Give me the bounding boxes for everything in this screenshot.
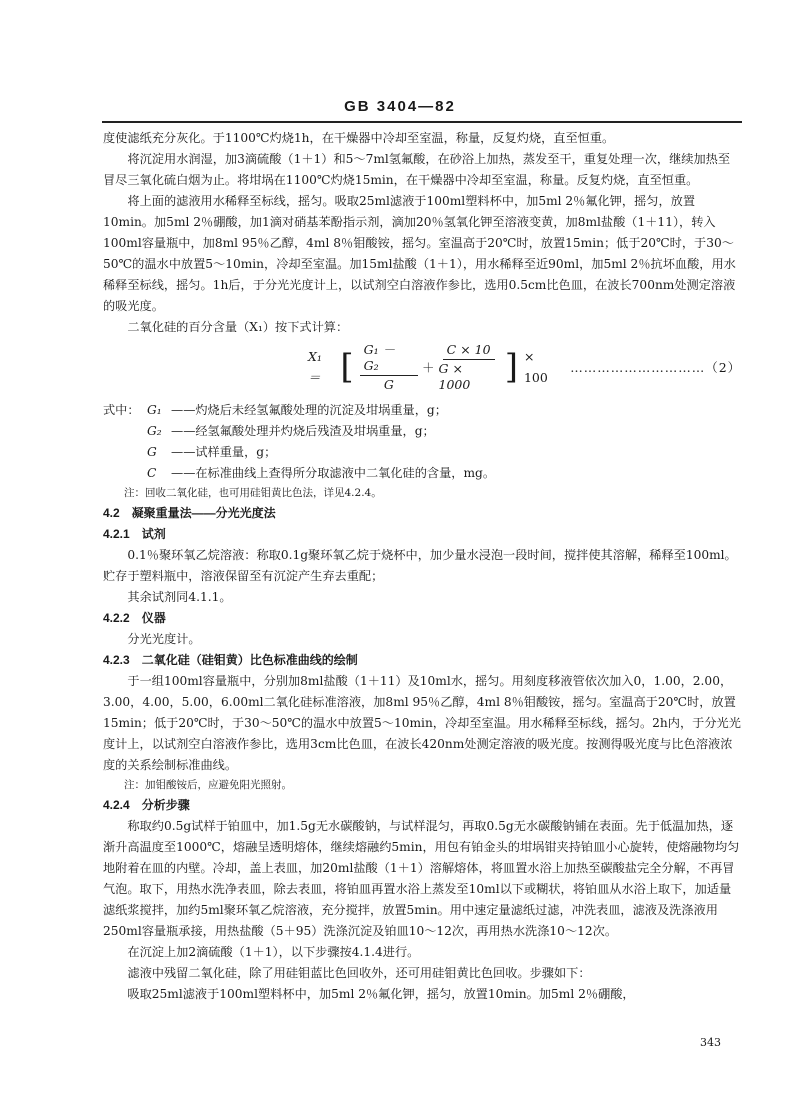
variable-description: ——在标准曲线上查得所分取滤液中二氧化硅的含量，mg。 (171, 466, 496, 480)
paragraph-instrument: 分光光度计。 (127, 632, 201, 646)
variable-symbol: G₂ (147, 424, 162, 438)
variable-description: ——经氢氟酸处理并灼烧后残渣及坩埚重量，g； (171, 424, 435, 438)
variable-symbol: G₁ (147, 403, 162, 417)
formula-right-bracket: ] (504, 347, 518, 387)
page-body (103, 128, 741, 1005)
formula-plus: ＋ (422, 359, 435, 375)
variable-symbol: C (147, 466, 157, 480)
variable-row (103, 463, 741, 484)
paragraph-ignition: 度使滤纸充分灰化。于1100℃灼烧1h，在干燥器中冷却至室温，称量，反复灼烧，直至恒重。 (103, 131, 615, 145)
formula-lhs: X₁ ＝ (308, 349, 322, 385)
paragraph-filtrate-colorimetry: 将上面的滤液用水稀释至标线，摇匀。吸取25ml滤液于100ml塑料杯中，加5ml 2％氟化钾，摇匀，放置10min。加5ml 2％硼酸，加1滴对硝基苯酚指示剂，滴加20％氢氧化钾至溶液变黄，加8ml盐酸（1＋11），转入100ml容量瓶中，加8ml 95％乙醇，4ml 8％钼酸铵，摇匀。室温高于20℃时，放置15min；低于20℃时，于30～50℃的温水中放置5～10min，冷却至室温。加15ml盐酸（1＋1），用水稀释至近90ml，加5ml 2％抗坏血酸，用水稀释至标线，摇匀。1h后，于分光光度计上，以试剂空白溶液作参比，选用0.5cm比色皿，在波长700nm处测定溶液的吸光度。 (103, 194, 736, 313)
section-heading-4-2-4: 4.2.4 分析步骤 (103, 798, 190, 812)
paragraph-step-aliquot: 吸取25ml滤液于100ml塑料杯中，加5ml 2％氟化钾，摇匀，放置10min。加5ml 2％硼酸， (127, 987, 635, 1001)
paragraph-hf-treatment: 将沉淀用水润湿，加3滴硫酸（1＋1）和5～7ml氢氟酸，在砂浴上加热，蒸发至干，重复处理一次，继续加热至冒尽三氧化硫白烟为止。将坩埚在1100℃灼烧15min，在干燥器中冷却至室温，称量。反复灼烧，直至恒重。 (103, 152, 731, 187)
silica-formula (103, 338, 741, 396)
page-number: 343 (700, 1036, 721, 1049)
paragraph-reagent-peo: 0.1％聚环氧乙烷溶液：称取0.1g聚环氧乙烷于烧杯中，加少量水浸泡一段时间，搅拌使其溶解，稀释至100ml。贮存于塑料瓶中，溶液保留至有沉淀产生弃去重配； (103, 548, 737, 583)
section-heading-4-2-3: 4.2.3 二氧化硅（硅钼黄）比色标准曲线的绘制 (103, 653, 358, 667)
fraction-1-numerator: G₁ － G₂ (360, 342, 418, 376)
fraction-2-denominator: G × 1000 (438, 360, 471, 392)
note-avoid-sunlight: 注：加钼酸铵后，应避免阳光照射。 (124, 779, 292, 791)
section-heading-4-2-1: 4.2.1 试剂 (103, 527, 166, 541)
paragraph-step-recovery: 滤液中残留二氧化硅，除了用硅钼蓝比色回收外，还可用硅钼黄比色回收。步骤如下： (127, 966, 591, 980)
formula-equation-number: …………………………（2） (570, 359, 742, 375)
variable-row (103, 400, 741, 421)
variable-row (103, 421, 741, 442)
paragraph-step-sulfuric: 在沉淀上加2滴硫酸（1＋1），以下步骤按4.1.4进行。 (127, 945, 420, 959)
formula-fraction-1 (360, 342, 418, 393)
paragraph-other-reagents: 其余试剂同4.1.1。 (127, 590, 232, 604)
section-heading-4-2: 4.2 凝聚重量法——分光光度法 (103, 506, 276, 520)
fraction-2-numerator: C × 10 (443, 342, 495, 360)
paragraph-standard-curve: 于一组100ml容量瓶中，分别加8ml盐酸（1＋11）及10ml水，摇匀。用刻度移液管依次加入0，1.00，2.00，3.00，4.00，5.00，6.00ml二氧化硅标准溶液，加8ml 95％乙醇，4ml 8％钼酸铵，摇匀。室温高于20℃时，放置15min；低于20℃时，于30～50℃的温水中放置5～10min，冷却至室温。用水稀释至标线，摇匀。2h内，于分光光度计上，以试剂空白溶液作参比，选用3cm比色皿，在波长420nm处测定溶液的吸光度。按测得吸光度与比色溶液浓度的关系绘制标准曲线。 (103, 674, 741, 772)
variable-row (103, 442, 741, 463)
standard-code-header: GB 3404—82 (344, 98, 456, 115)
variable-symbol: G (147, 445, 157, 459)
section-heading-4-2-2: 4.2.2 仪器 (103, 611, 166, 625)
variable-description: ——试样重量，g； (171, 445, 277, 459)
variable-description: ——灼烧后未经氢氟酸处理的沉淀及坩埚重量，g； (171, 403, 447, 417)
formula-fraction-2 (439, 342, 499, 393)
variables-prefix: 式中： (103, 403, 140, 417)
variable-definitions (103, 400, 741, 484)
fraction-1-denominator: G (383, 376, 394, 392)
note-silica-recovery: 注：回收二氧化硅，也可用硅钼黄比色法，详见4.2.4。 (124, 487, 382, 499)
header-rule (102, 121, 742, 123)
paragraph-formula-intro: 二氧化硅的百分含量（X₁）按下式计算： (127, 320, 349, 334)
formula-left-bracket: [ (340, 347, 354, 387)
paragraph-step-fusion: 称取约0.5g试样于铂皿中，加1.5g无水碳酸钠，与试样混匀，再取0.5g无水碳酸钠铺在表面。先于低温加热，逐渐升高温度至1000℃，熔融呈透明熔体，继续熔融约5min，用包有铂金头的坩埚钳夹持铂皿小心旋转，使熔融物均匀地附着在皿的内壁。冷却，盖上表皿，加20ml盐酸（1＋1）溶解熔体，将皿置水浴上加热至碳酸盐完全分解，不再冒气泡。取下，用热水洗净表皿，除去表皿，将铂皿再置水浴上蒸发至10ml以下或糊状，将铂皿从水浴上取下，加适量滤纸浆搅拌，加约5ml聚环氧乙烷溶液，充分搅拌，放置5min。用中速定量滤纸过滤，冲洗表皿，滤液及洗涤液用250ml容量瓶承接，用热盐酸（5＋95）洗涤沉淀及铂皿10～12次，再用热水洗涤10～12次。 (103, 819, 740, 938)
formula-multiplier: × 100 (523, 349, 548, 385)
